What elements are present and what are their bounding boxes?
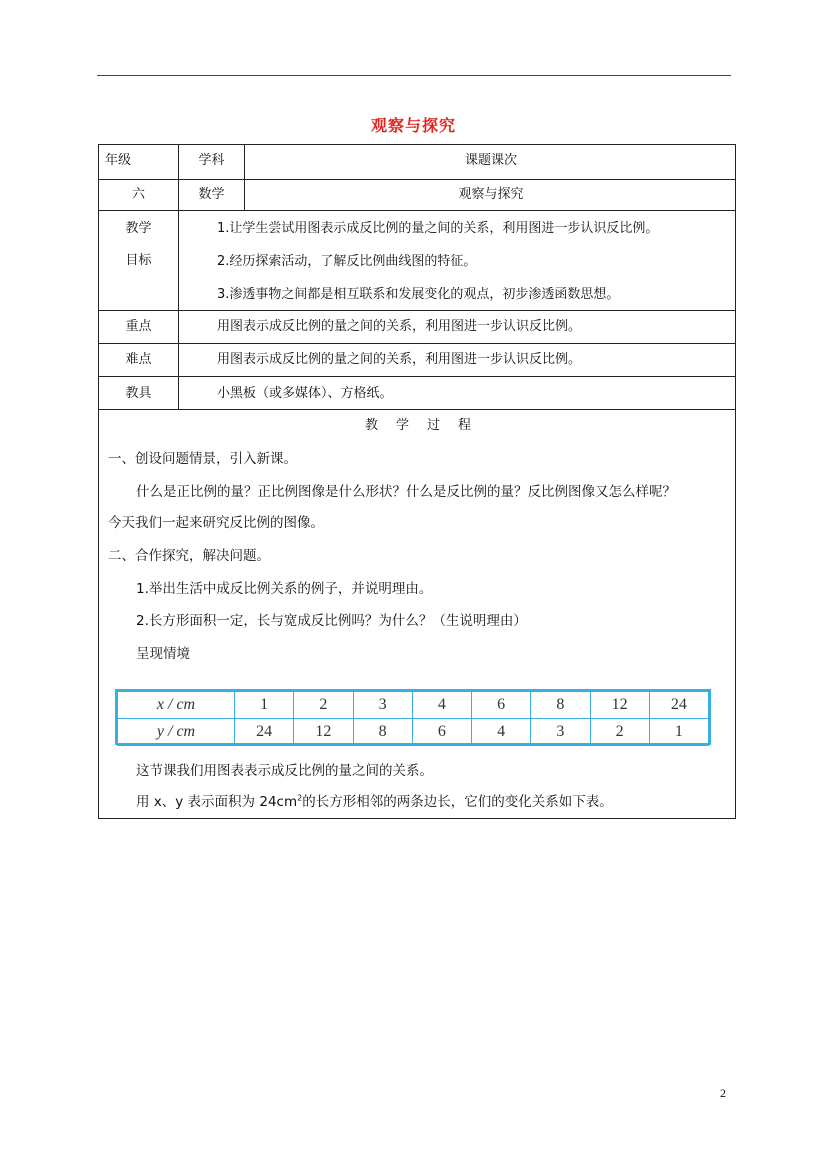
row-divider [99,179,735,180]
x-value: 1 [235,692,294,719]
section1-paragraph-cont: 今天我们一起来研究反比例的图像。 [108,515,324,531]
grade-value: 六 [131,187,145,202]
tools-label: 教具 [125,386,152,401]
x-value: 6 [472,692,531,719]
section1-heading: 一、创设问题情景，引入新课。 [108,451,297,467]
section2-item: 2.长方形面积一定，长与宽成反比例吗？为什么？（生说明理由） [136,613,527,629]
lesson-header: 课题课次 [464,153,517,168]
section2-heading: 二、合作探究，解决问题。 [108,548,270,564]
subject-header: 学科 [198,153,225,168]
y-value: 12 [294,719,353,746]
y-value: 1 [649,719,708,746]
subject-value: 数学 [198,187,225,202]
row-divider [99,409,735,410]
table-row [118,692,709,719]
col-divider [178,145,179,409]
x-row-header: x / cm [118,692,235,719]
tools-text: 小黑板（或多媒体）、方格纸。 [217,386,393,401]
row-divider [99,210,735,211]
key-points-label: 重点 [125,319,152,334]
y-value: 8 [353,719,412,746]
section2-item: 1.举出生活中成反比例关系的例子，并说明理由。 [136,581,433,597]
x-value: 2 [294,692,353,719]
x-value: 3 [353,692,412,719]
header-rule [97,75,731,76]
objective-item: 1.让学生尝试用图表示成反比例的量之间的关系，利用图进一步认识反比例。 [217,221,659,236]
y-value: 3 [531,719,590,746]
objective-item: 2.经历探索活动，了解反比例曲线图的特征。 [217,254,477,269]
difficulties-label: 难点 [125,352,152,367]
x-value: 12 [590,692,649,719]
row-divider [99,343,735,344]
x-value: 8 [531,692,590,719]
page-number: 2 [720,1086,726,1100]
situation-label: 呈现情境 [136,646,190,662]
y-value: 4 [472,719,531,746]
page-title: 观察与探究 [370,116,456,135]
key-points-text: 用图表示成反比例的量之间的关系，利用图进一步认识反比例。 [217,319,582,334]
x-value: 4 [412,692,471,719]
y-row-header: y / cm [118,719,235,746]
after-table-text-2 [136,794,613,810]
lesson-value: 观察与探究 [458,187,524,202]
superscript: 2 [297,793,303,803]
text-fragment: 用 x、y 表示面积为 24cm [136,794,298,810]
xy-data-table [115,689,711,745]
x-value: 24 [649,692,708,719]
section1-paragraph: 什么是正比例的量？正比例图像是什么形状？什么是反比例的量？反比例图像又怎么样呢？ [136,484,676,500]
y-value: 2 [590,719,649,746]
process-title: 教学过程 [364,418,489,433]
objective-item: 3.渗透事物之间都是相互联系和发展变化的观点，初步渗透函数思想。 [217,287,620,302]
text-fragment: 的长方形相邻的两条边长，它们的变化关系如下表。 [302,794,613,810]
objectives-label-2: 目标 [125,253,152,268]
row-divider [99,376,735,377]
y-value: 24 [235,719,294,746]
objectives-label-1: 教学 [125,221,152,236]
row-divider [99,310,735,311]
y-value: 6 [412,719,471,746]
table-row [118,719,709,746]
after-table-text: 这节课我们用图表表示成反比例的量之间的关系。 [136,763,433,779]
difficulties-text: 用图表示成反比例的量之间的关系，利用图进一步认识反比例。 [217,352,582,367]
grade-header: 年级 [105,153,132,168]
